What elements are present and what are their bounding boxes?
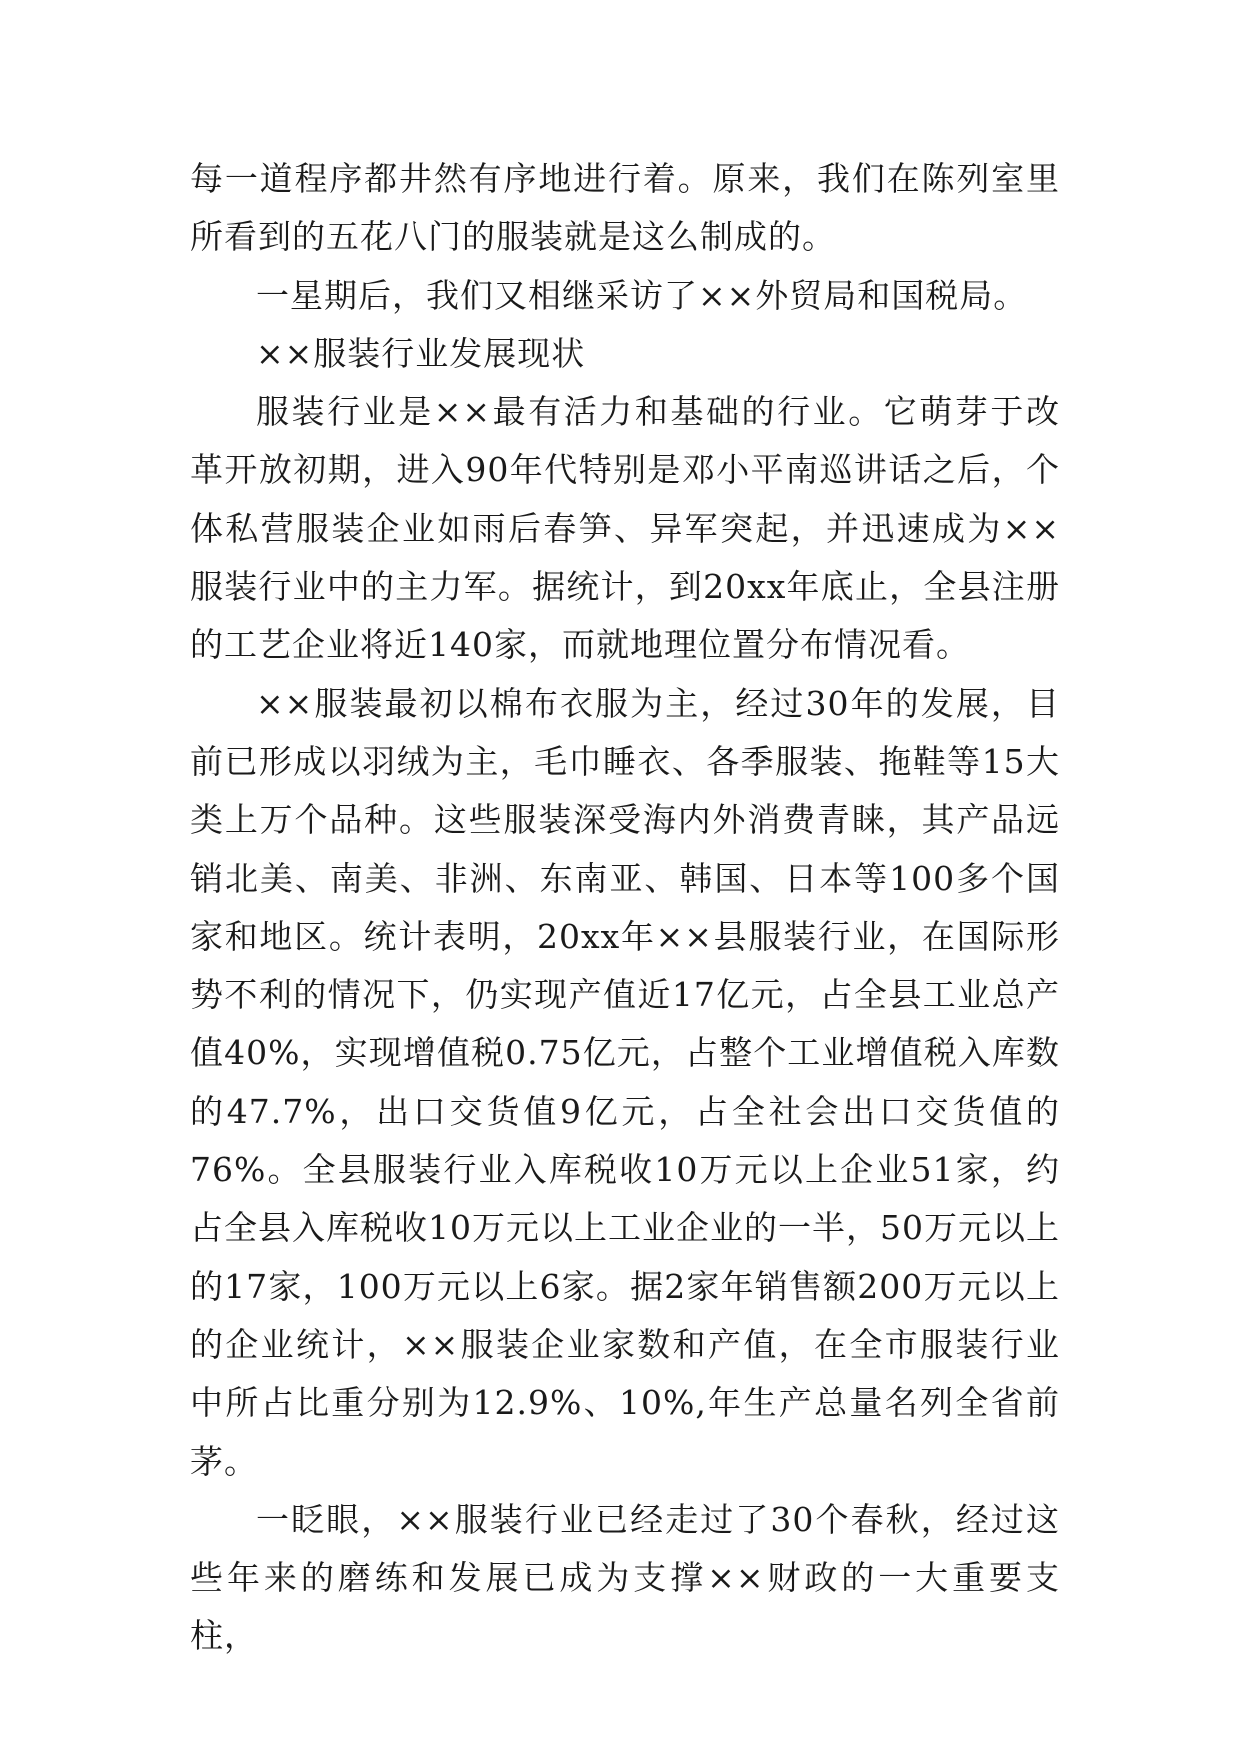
document-page [190, 150, 1060, 1666]
paragraph-2: 一星期后，我们又相继采访了××外贸局和国税局。 [256, 275, 1028, 315]
paragraph-1: 每一道程序都井然有序地进行着。原来，我们在陈列室里所看到的五花八门的服装就是这么制成的。 [190, 159, 1060, 257]
paragraph-4: 服装行业是××最有活力和基础的行业。它萌芽于改革开放初期，进入90年代特别是邓小平南巡讲话之后，个体私营服装企业如雨后春笋、异军突起，并迅速成为××服装行业中的主力军。据统计，到20xx年底止，全县注册的工艺企业将近140家，而就地理位置分布情况看。 [190, 392, 1060, 665]
paragraph-6: 一眨眼，××服装行业已经走过了30个春秋，经过这些年来的磨练和发展已成为支撑××财政的一大重要支柱， [190, 1499, 1060, 1656]
section-heading: ××服装行业发展现状 [256, 333, 586, 373]
paragraph-5: ××服装最初以棉布衣服为主，经过30年的发展，目前已形成以羽绒为主，毛巾睡衣、各季服装、拖鞋等15大类上万个品种。这些服装深受海内外消费青睐，其产品远销北美、南美、非洲、东南亚、韩国、日本等100多个国家和地区。统计表明，20xx年××县服装行业，在国际形势不利的情况下，仍实现产值近17亿元，占全县工业总产值40%，实现增值税0.75亿元，占整个工业增值税入库数的47.7%，出口交货值9亿元，占全社会出口交货值的76%。全县服装行业入库税收10万元以上企业51家，约占全县入库税收10万元以上工业企业的一半，50万元以上的17家，100万元以上6家。据2家年销售额200万元以上的企业统计，××服装企业家数和产值，在全市服装行业中所占比重分别为12.9%、10%,年生产总量名列全省前茅。 [190, 683, 1060, 1481]
